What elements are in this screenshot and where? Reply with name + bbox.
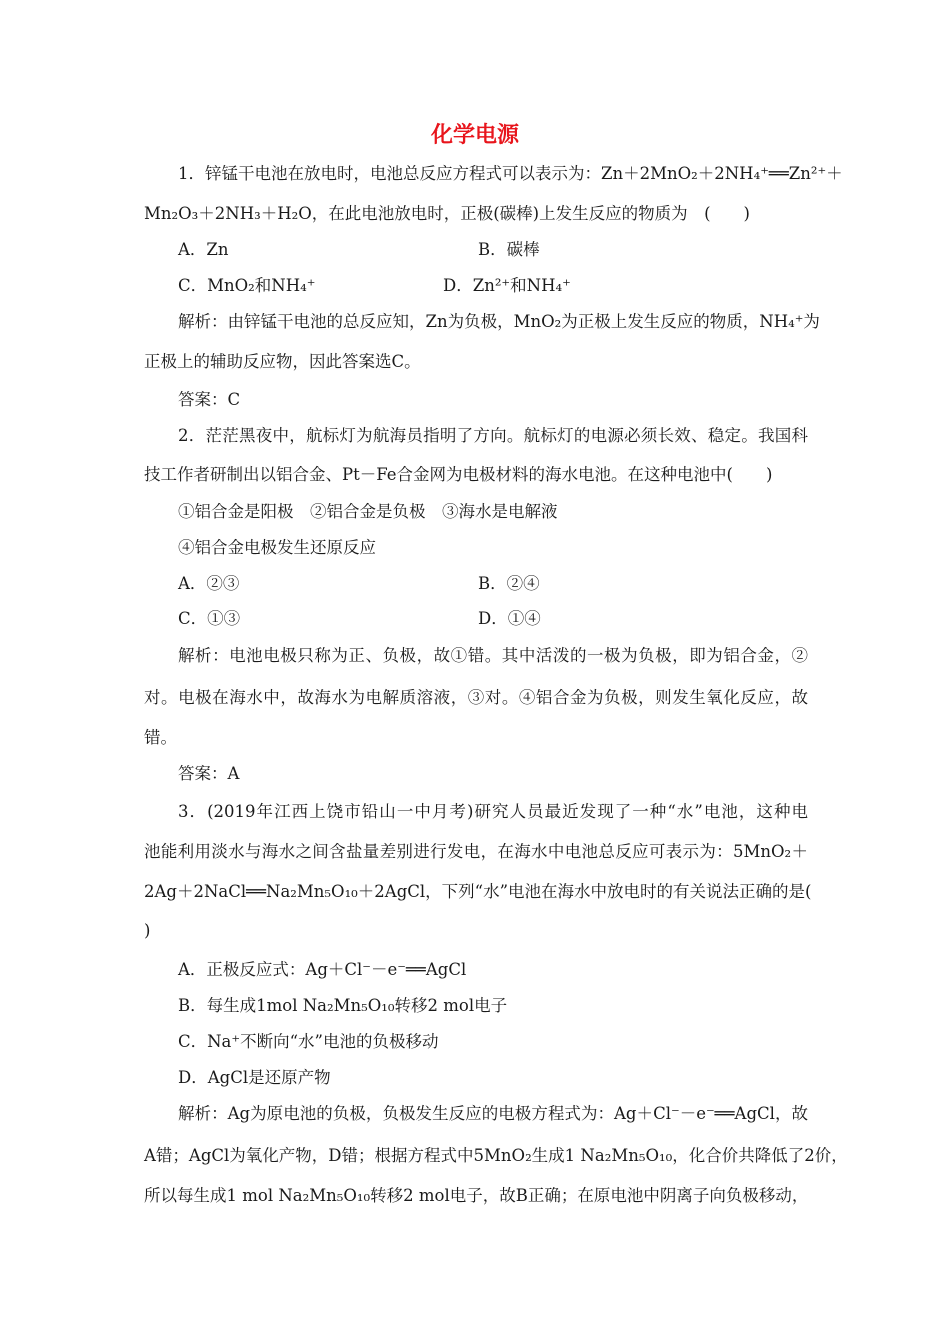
q2-statements-line-1: ①铝合金是阳极 ②铝合金是负极 ③海水是电解液	[178, 502, 558, 521]
q2-analysis-line-2: 对。电极在海水中，故海水为电解质溶液，③对。④铝合金为负极，则发生氧化反应，故	[144, 688, 808, 707]
q1-option-d: D．Zn²⁺和NH₄⁺	[443, 276, 571, 295]
q3-option-a: A．正极反应式：Ag＋Cl⁻－e⁻══AgCl	[178, 960, 467, 979]
q3-option-d: D．AgCl是还原产物	[178, 1068, 331, 1087]
q1-stem-line-2: Mn₂O₃＋2NH₃＋H₂O，在此电池放电时，正极(碳棒)上发生反应的物质为 ( )	[144, 204, 750, 223]
q1-option-c: C．MnO₂和NH₄⁺	[178, 276, 316, 295]
q3-analysis-line-1: 解析：Ag为原电池的负极，负极发生反应的电极方程式为：Ag＋Cl⁻－e⁻══AgCl，故	[178, 1104, 808, 1123]
q1-option-b: B．碳棒	[478, 240, 540, 259]
q3-analysis-line-3: 所以每生成1 mol Na₂Mn₅O₁₀转移2 mol电子，故B正确；在原电池中阴离子向负极移动，	[144, 1186, 809, 1205]
q2-option-a: A．②③	[178, 574, 240, 593]
q2-analysis-line-1: 解析：电池电极只称为正、负极，故①错。其中活泼的一极为负极，即为铝合金，②	[178, 646, 808, 665]
q3-stem-line-2: 池能利用淡水与海水之间含盐量差别进行发电，在海水中电池总反应可表示为：5MnO₂＋	[144, 842, 808, 861]
q1-option-a: A．Zn	[178, 240, 229, 259]
q2-analysis-line-3: 错。	[144, 728, 177, 747]
q3-stem-line-3: 2Ag＋2NaCl══Na₂Mn₅O₁₀＋2AgCl，下列“水”电池在海水中放电时的有关说法正确的是(	[144, 882, 812, 901]
q2-option-c: C．①③	[178, 609, 241, 628]
q2-stem-line-1: 2．茫茫黑夜中，航标灯为航海员指明了方向。航标灯的电源必须长效、稳定。我国科	[178, 426, 808, 445]
q1-stem-line-1: 1．锌锰干电池在放电时，电池总反应方程式可以表示为：Zn＋2MnO₂＋2NH₄⁺══Zn²⁺＋	[178, 164, 843, 183]
q2-stem-line-2: 技工作者研制出以铝合金、Pt－Fe合金网为电极材料的海水电池。在这种电池中( )	[144, 465, 773, 484]
q1-answer: 答案：C	[178, 390, 241, 409]
q3-stem-line-1: 3．(2019年江西上饶市铅山一中月考)研究人员最近发现了一种“水”电池，这种电	[178, 802, 808, 821]
q3-analysis-line-2: A错；AgCl为氧化产物，D错；根据方程式中5MnO₂生成1 Na₂Mn₅O₁₀，化合价共降低了2价，	[144, 1146, 848, 1165]
q3-stem-line-4: )	[144, 921, 151, 940]
q1-analysis-line-2: 正极上的辅助反应物，因此答案选C。	[144, 352, 421, 371]
q2-option-b: B．②④	[478, 574, 540, 593]
page-title: 化学电源	[430, 123, 519, 148]
q2-option-d: D．①④	[478, 609, 541, 628]
q2-answer: 答案：A	[178, 764, 240, 783]
q2-statements-line-2: ④铝合金电极发生还原反应	[178, 538, 376, 557]
q1-analysis-line-1: 解析：由锌锰干电池的总反应知，Zn为负极，MnO₂为正极上发生反应的物质，NH₄⁺为	[178, 312, 820, 331]
q3-option-b: B．每生成1mol Na₂Mn₅O₁₀转移2 mol电子	[178, 996, 508, 1015]
q3-option-c: C．Na⁺不断向“水”电池的负极移动	[178, 1032, 439, 1051]
